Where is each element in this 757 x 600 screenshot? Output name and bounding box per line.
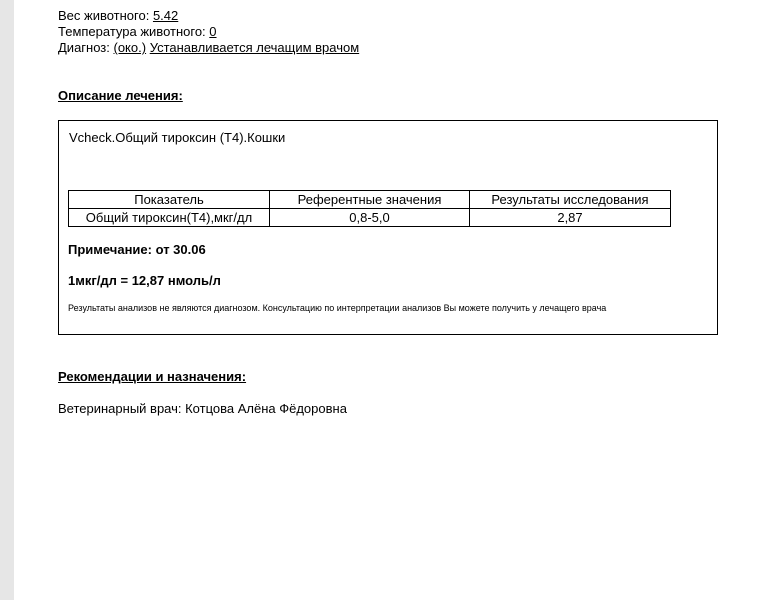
document-page xyxy=(14,0,757,600)
results-table xyxy=(68,190,671,227)
conversion-text: 1мкг/дл = 12,87 нмоль/л xyxy=(68,273,221,288)
diagnosis-text: Устанавливается лечащим врачом xyxy=(149,40,360,55)
temperature-line xyxy=(58,24,217,40)
disclaimer-text: Результаты анализов не являются диагнозом. Консультацию по интерпретации анализов Вы можете получить у лечащего врача xyxy=(68,303,607,313)
cell-reference: 0,8-5,0 xyxy=(270,209,470,227)
header-indicator: Показатель xyxy=(69,191,270,209)
diagnosis-code: (око.) xyxy=(113,40,147,55)
left-page-gutter xyxy=(0,0,14,600)
treatment-section-title: Описание лечения: xyxy=(58,88,183,103)
diagnosis-line xyxy=(58,40,359,56)
table-row xyxy=(69,209,671,227)
diagnosis-label: Диагноз: xyxy=(58,40,114,55)
weight-line xyxy=(58,8,178,24)
recommendations-section-title: Рекомендации и назначения: xyxy=(58,369,247,384)
note-text: Примечание: от 30.06 xyxy=(68,242,206,257)
header-reference: Референтные значения xyxy=(270,191,470,209)
test-name: Vcheck.Общий тироксин (Т4).Кошки xyxy=(69,130,286,145)
header-result: Результаты исследования xyxy=(470,191,671,209)
temperature-value: 0 xyxy=(209,24,217,39)
temperature-label: Температура животного: xyxy=(58,24,210,39)
table-header-row xyxy=(69,191,671,209)
treatment-box xyxy=(58,120,718,335)
vet-name-line: Ветеринарный врач: Котцова Алёна Фёдоровна xyxy=(58,401,347,416)
cell-result: 2,87 xyxy=(470,209,671,227)
weight-label: Вес животного: xyxy=(58,8,153,23)
cell-indicator: Общий тироксин(Т4),мкг/дл xyxy=(69,209,270,227)
weight-value: 5.42 xyxy=(152,8,179,23)
